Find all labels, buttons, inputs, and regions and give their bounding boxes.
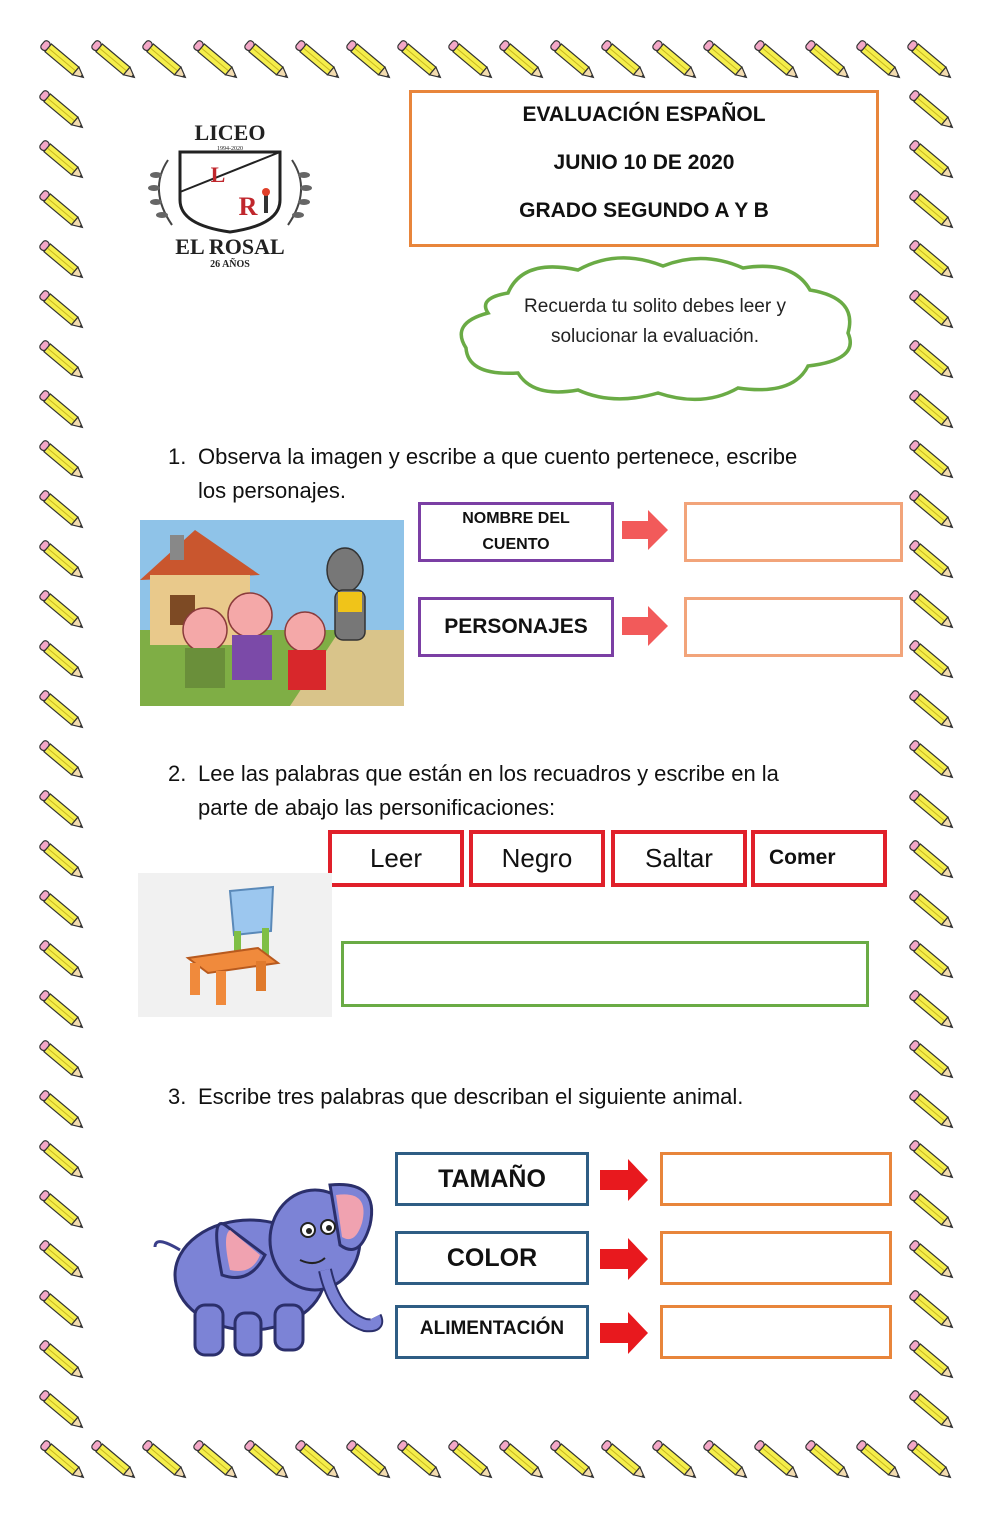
- question-3-line1: Escribe tres palabras que describan el siguiente animal.: [198, 1084, 744, 1109]
- pencil-icon: [39, 690, 86, 732]
- pencil-icon: [39, 190, 86, 232]
- question-1: [168, 440, 868, 508]
- logo-top-text: LICEO: [194, 120, 266, 145]
- question-2: [168, 757, 868, 825]
- pencil-icon: [652, 40, 699, 82]
- pencil-icon: [39, 1190, 86, 1232]
- pencil-icon: [346, 40, 393, 82]
- pencil-icon: [909, 1290, 956, 1332]
- pencil-icon: [39, 90, 86, 132]
- pencil-icon: [550, 40, 597, 82]
- pencil-icon: [39, 890, 86, 932]
- question-3: [168, 1080, 868, 1114]
- logo-anniversary: 26 AÑOS: [210, 259, 250, 270]
- chair-image: [138, 873, 332, 1017]
- pencil-icon: [142, 1440, 189, 1482]
- food-label: ALIMENTACIÓN: [395, 1305, 589, 1359]
- pencil-icon: [754, 40, 801, 82]
- pencil-icon: [39, 390, 86, 432]
- pencil-icon: [91, 40, 138, 82]
- food-answer-box[interactable]: [660, 1305, 892, 1359]
- pencil-icon: [601, 1440, 648, 1482]
- pencil-icon: [39, 440, 86, 482]
- header-subject: EVALUACIÓN ESPAÑOL: [522, 103, 766, 126]
- pencil-icon: [448, 40, 495, 82]
- pencil-icon: [909, 190, 956, 232]
- pencil-icon: [244, 40, 291, 82]
- pencil-icon: [909, 390, 956, 432]
- pencil-icon: [39, 290, 86, 332]
- pencil-icon: [909, 490, 956, 532]
- pencil-icon: [39, 490, 86, 532]
- pencil-icon: [909, 90, 956, 132]
- school-logo: [140, 120, 320, 270]
- question-2-line2: parte de abajo las personificaciones:: [198, 795, 556, 820]
- instruction-cloud: [448, 248, 863, 408]
- pencil-icon: [397, 40, 444, 82]
- size-label: TAMAÑO: [395, 1152, 589, 1206]
- word-box-comer: Comer: [751, 830, 887, 887]
- pencil-icon: [499, 40, 546, 82]
- pencil-icon: [295, 40, 342, 82]
- pencil-icon: [703, 1440, 750, 1482]
- pencil-icon: [909, 1390, 956, 1432]
- pencil-icon: [909, 890, 956, 932]
- arrow-right-icon: [600, 1157, 650, 1203]
- pencil-icon: [39, 1090, 86, 1132]
- pencil-icon: [39, 540, 86, 582]
- three-little-pigs-image: [140, 520, 404, 706]
- question-1-number: 1.: [168, 444, 187, 469]
- pencil-icon: [856, 40, 903, 82]
- pencil-icon: [244, 1440, 291, 1482]
- pencil-icon: [39, 240, 86, 282]
- pencil-icon: [909, 740, 956, 782]
- arrow-right-icon: [622, 508, 670, 552]
- color-label: COLOR: [395, 1231, 589, 1285]
- pencil-icon: [39, 840, 86, 882]
- pencil-icon: [909, 340, 956, 382]
- cloud-text-line1: Recuerda tu solito debes leer y: [524, 296, 786, 317]
- pencil-icon: [909, 1040, 956, 1082]
- pencil-icon: [601, 40, 648, 82]
- arrow-right-icon: [622, 604, 670, 648]
- pencil-icon: [39, 940, 86, 982]
- arrow-right-icon: [600, 1310, 650, 1356]
- pencil-icon: [856, 1440, 903, 1482]
- pencil-icon: [909, 240, 956, 282]
- pencil-icon: [550, 1440, 597, 1482]
- pencil-icon: [909, 290, 956, 332]
- logo-initial-l: L: [210, 162, 226, 187]
- pencil-icon: [39, 140, 86, 182]
- cloud-text-line2: solucionar la evaluación.: [550, 326, 760, 347]
- pencil-icon: [907, 1440, 954, 1482]
- pencil-icon: [703, 40, 750, 82]
- pencil-icon: [295, 1440, 342, 1482]
- pencil-icon: [909, 1340, 956, 1382]
- pencil-icon: [909, 640, 956, 682]
- logo-years: 1994-2020: [217, 146, 243, 152]
- pencil-icon: [909, 1240, 956, 1282]
- pencil-icon: [909, 840, 956, 882]
- story-name-answer-box[interactable]: [684, 502, 903, 562]
- pencil-icon: [754, 1440, 801, 1482]
- pencil-icon: [346, 1440, 393, 1482]
- arrow-right-icon: [600, 1236, 650, 1282]
- word-box-leer: Leer: [328, 830, 464, 887]
- header-box: [409, 90, 879, 247]
- pencil-icon: [39, 590, 86, 632]
- question-2-number: 2.: [168, 761, 187, 786]
- pencil-icon: [193, 1440, 240, 1482]
- pencil-icon: [397, 1440, 444, 1482]
- word-box-saltar: Saltar: [611, 830, 747, 887]
- pencil-icon: [39, 1240, 86, 1282]
- pencil-icon: [909, 790, 956, 832]
- pencil-icon: [909, 1090, 956, 1132]
- question-1-line1: Observa la imagen y escribe a que cuento pertenece, escribe: [198, 444, 798, 469]
- question-3-number: 3.: [168, 1084, 187, 1109]
- pencil-icon: [39, 990, 86, 1032]
- pencil-icon: [805, 1440, 852, 1482]
- pencil-icon: [909, 590, 956, 632]
- pencil-icon: [39, 1040, 86, 1082]
- pencil-icon: [805, 40, 852, 82]
- header-date: JUNIO 10 DE 2020: [553, 151, 735, 174]
- size-answer-box[interactable]: [660, 1152, 892, 1206]
- pencil-icon: [909, 940, 956, 982]
- word-box-negro: Negro: [469, 830, 605, 887]
- characters-label: PERSONAJES: [418, 597, 614, 657]
- pencil-icon: [907, 40, 954, 82]
- pencil-icon: [499, 1440, 546, 1482]
- pencil-icon: [91, 1440, 138, 1482]
- pencil-icon: [39, 790, 86, 832]
- pencil-icon: [39, 1290, 86, 1332]
- pencil-icon: [909, 690, 956, 732]
- pencil-icon: [39, 340, 86, 382]
- logo-bottom-text: EL ROSAL: [175, 234, 285, 259]
- question-1-line2: los personajes.: [198, 478, 346, 503]
- logo-initial-r: R: [238, 192, 258, 221]
- elephant-image: [150, 1175, 385, 1360]
- pencil-icon: [39, 1390, 86, 1432]
- pencil-icon: [142, 40, 189, 82]
- pencil-icon: [40, 40, 87, 82]
- characters-answer-box[interactable]: [684, 597, 903, 657]
- color-answer-box[interactable]: [660, 1231, 892, 1285]
- question-2-line1: Lee las palabras que están en los recuadros y escribe en la: [198, 761, 779, 786]
- pencil-icon: [448, 1440, 495, 1482]
- pencil-icon: [39, 640, 86, 682]
- personification-answer-box[interactable]: [341, 941, 869, 1007]
- pencil-icon: [39, 740, 86, 782]
- pencil-icon: [909, 990, 956, 1032]
- story-name-label-line2: CUENTO: [482, 536, 550, 553]
- story-name-label: [418, 502, 614, 562]
- story-name-label-line1: NOMBRE DEL: [462, 510, 570, 527]
- pencil-icon: [909, 140, 956, 182]
- pencil-icon: [909, 540, 956, 582]
- pencil-icon: [909, 1190, 956, 1232]
- pencil-icon: [909, 440, 956, 482]
- header-grade: GRADO SEGUNDO A Y B: [519, 199, 769, 222]
- pencil-icon: [909, 1140, 956, 1182]
- pencil-icon: [193, 40, 240, 82]
- pencil-icon: [652, 1440, 699, 1482]
- pencil-icon: [39, 1340, 86, 1382]
- pencil-icon: [40, 1440, 87, 1482]
- pencil-icon: [39, 1140, 86, 1182]
